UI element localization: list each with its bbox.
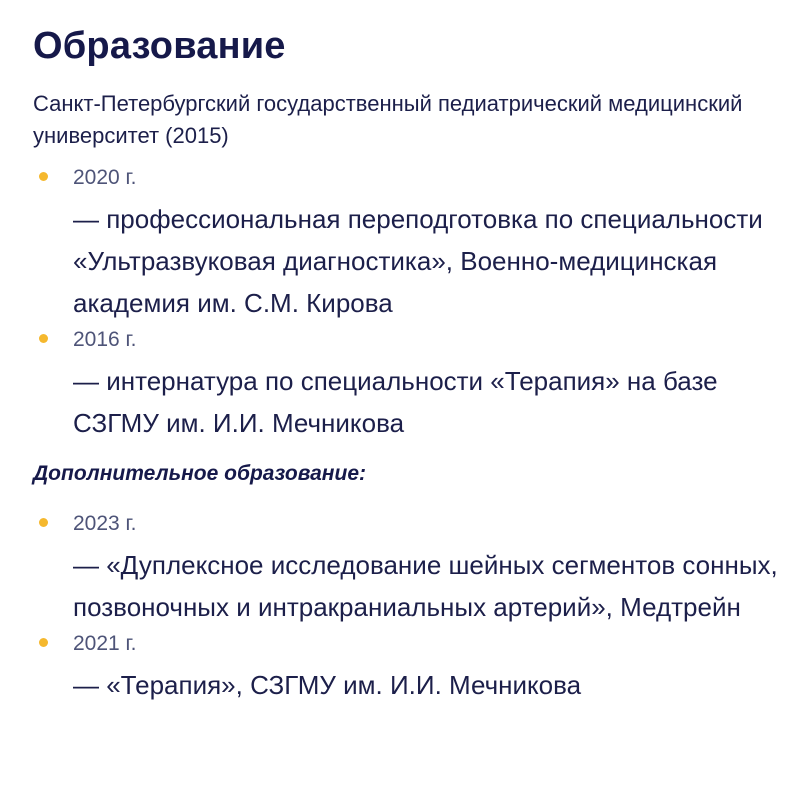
item-description: — «Терапия», СЗГМУ им. И.И. Мечникова (73, 670, 582, 700)
bullet-dot-icon (39, 172, 48, 181)
list-item (33, 162, 801, 324)
item-description: — профессиональная переподготовка по специальности «Ультразвуковая диагностика», Военно-медицинская академия им. С.М. Кирова (73, 204, 763, 318)
bullet-dot-icon (39, 638, 48, 647)
list-item (33, 628, 801, 706)
list-item (33, 324, 801, 444)
item-year: 2021 г. (73, 632, 137, 655)
education-list (33, 162, 801, 444)
additional-education-heading: Дополнительное образование: (33, 462, 366, 485)
item-year: 2020 г. (73, 166, 137, 189)
university-text: Санкт-Петербургский государственный педиатрический медицинский университет (2015) (33, 91, 743, 148)
item-description: — «Дуплексное исследование шейных сегментов сонных, позвоночных и интракраниальных артерий», Медтрейн (73, 550, 778, 622)
section-title: Образование (33, 25, 286, 67)
additional-education-list (33, 508, 801, 706)
item-description: — интернатура по специальности «Терапия» на базе СЗГМУ им. И.И. Мечникова (73, 366, 718, 438)
item-year: 2016 г. (73, 328, 137, 351)
bullet-dot-icon (39, 334, 48, 343)
item-year: 2023 г. (73, 512, 137, 535)
list-item (33, 508, 801, 628)
bullet-dot-icon (39, 518, 48, 527)
